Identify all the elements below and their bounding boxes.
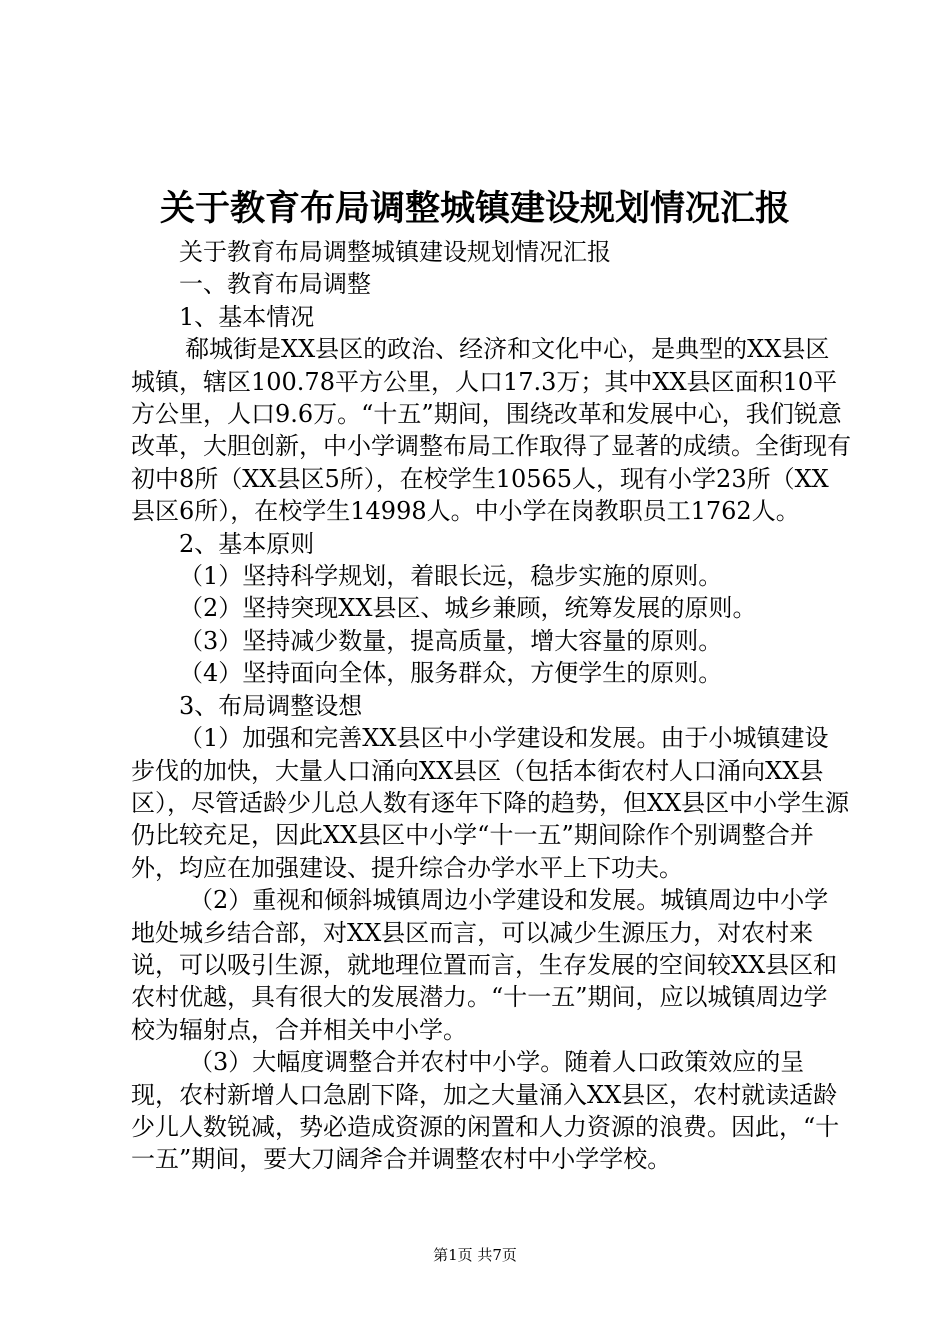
principle-item-3: （3）坚持减少数量，提高质量，增大容量的原则。 <box>179 626 723 655</box>
document-title: 关于教育布局调整城镇建设规划情况汇报 <box>159 188 790 229</box>
principle-item-4: （4）坚持面向全体，服务群众，方便学生的原则。 <box>179 659 723 688</box>
plan-paragraph-1: （1）加强和完善XX县区中小学建设和发展。由于小城镇建设步伐的加快，大量人口涌向XX县区（包括本街农村人口涌向XX县区），尽管适龄少儿总人数有逐年下降的趋势，但XX县区中小学生源仍比较充足，因此XX县区中小学“十一五”期间除作个别调整合并外，均应在加强建设、提升综合办学水平上下功夫。 <box>131 724 850 882</box>
plan-paragraph-2: （2）重视和倾斜城镇周边小学建设和发展。城镇周边中小学地处城乡结合部，对XX县区而言，可以减少生源压力，对农村来说，可以吸引生源，就地理位置而言，生存发展的空间较XX县区和农村优越，具有很大的发展潜力。“十一五”期间，应以城镇周边学校为辐射点，合并相关中小学。 <box>131 886 838 1044</box>
subtitle-paragraph: 关于教育布局调整城镇建设规划情况汇报 <box>179 238 611 266</box>
subsection-heading-basic-situation: 1、基本情况 <box>179 302 315 331</box>
section-heading-1: 一、教育布局调整 <box>179 270 371 299</box>
principle-item-1: （1）坚持科学规划，着眼长远，稳步实施的原则。 <box>179 562 723 591</box>
principle-item-2: （2）坚持突现XX县区、城乡兼顾，统筹发展的原则。 <box>179 594 757 623</box>
page-number-footer: 第1页 共7页 <box>433 1246 517 1264</box>
paragraph-basic-situation: 郗城街是XX县区的政治、经济和文化中心，是典型的XX县区城镇，辖区100.78平方公里，人口17.3万；其中XX县区面积10平方公里，人口9.6万。“十五”期间，围绕改革和发展中心，我们锐意改革，大胆创新，中小学调整布局工作取得了显著的成绩。全街现有初中8所（XX县区5所），在校学生10565人，现有小学23所（XX县区6所），在校学生14998人。中小学在岗教职员工1762人。 <box>131 335 851 526</box>
document-body <box>131 236 851 1176</box>
subsection-heading-basic-principles: 2、基本原则 <box>179 529 315 558</box>
plan-paragraph-3: （3）大幅度调整合并农村中小学。随着人口政策效应的呈现，农村新增人口急剧下降，加之大量涌入XX县区，农村就读适龄少儿人数锐减，势必造成资源的闲置和人力资源的浪费。因此，“十一五”期间，要大刀阔斧合并调整农村中小学学校。 <box>131 1048 840 1174</box>
subsection-heading-layout-plan: 3、布局调整设想 <box>179 691 363 720</box>
